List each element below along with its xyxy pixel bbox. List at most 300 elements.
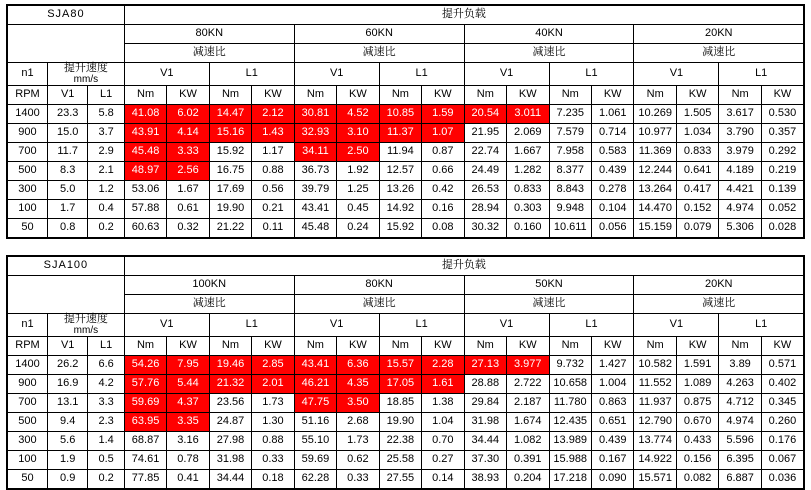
cell-value: 21.22 — [209, 219, 251, 239]
cell-value: 0.88 — [252, 162, 294, 181]
cell-value: 54.26 — [124, 356, 166, 375]
cell-rpm: 500 — [7, 413, 47, 432]
table-sja80 — [6, 4, 805, 239]
cell-rpm: 1400 — [7, 105, 47, 124]
cell-value: 6.02 — [167, 105, 209, 124]
cell-value: 6.887 — [719, 470, 761, 490]
cell-value: 4.189 — [719, 162, 761, 181]
cell-value: 27.98 — [209, 432, 251, 451]
cell-value: 15.92 — [209, 143, 251, 162]
v1-sub-3: V1 — [464, 314, 549, 337]
cell-value: 10.85 — [379, 105, 421, 124]
cell-value: 3.10 — [337, 124, 379, 143]
cell-value: 0.78 — [167, 451, 209, 470]
cell-value: 2.56 — [167, 162, 209, 181]
cell-value: 0.88 — [252, 432, 294, 451]
unit-kw-3: KW — [337, 337, 379, 356]
cell-value: 45.48 — [294, 219, 336, 239]
cell-value: 34.11 — [294, 143, 336, 162]
load-col-2: 60KN — [294, 25, 464, 44]
cell-rpm: 100 — [7, 451, 47, 470]
cell-value: 9.732 — [549, 356, 591, 375]
cell-value: 60.63 — [124, 219, 166, 239]
cell-value: 0.41 — [167, 470, 209, 490]
rpm-label: RPM — [7, 86, 47, 105]
cell-l1: 0.2 — [88, 470, 124, 490]
cell-l1: 0.4 — [88, 200, 124, 219]
unit-nm-3: Nm — [294, 337, 336, 356]
load-col-3: 50KN — [464, 276, 634, 295]
cell-value: 4.974 — [719, 200, 761, 219]
v1-sub-4: V1 — [634, 314, 719, 337]
cell-value: 19.90 — [209, 200, 251, 219]
cell-value: 11.552 — [634, 375, 676, 394]
cell-v1: 16.9 — [47, 375, 87, 394]
cell-value: 0.863 — [591, 394, 633, 413]
cell-value: 10.582 — [634, 356, 676, 375]
cell-value: 1.505 — [676, 105, 718, 124]
load-col-1: 100KN — [124, 276, 294, 295]
cell-value: 4.35 — [337, 375, 379, 394]
v1-sub-4: V1 — [634, 63, 719, 86]
header-row-model — [7, 256, 804, 276]
cell-v1: 0.8 — [47, 219, 87, 239]
cell-value: 31.98 — [464, 413, 506, 432]
cell-rpm: 50 — [7, 219, 47, 239]
cell-value: 28.94 — [464, 200, 506, 219]
unit-kw-2: KW — [252, 337, 294, 356]
cell-value: 3.979 — [719, 143, 761, 162]
v1-label: V1 — [47, 337, 87, 356]
cell-rpm: 300 — [7, 432, 47, 451]
cell-value: 0.176 — [761, 432, 804, 451]
cell-value: 1.73 — [252, 394, 294, 413]
cell-value: 1.17 — [252, 143, 294, 162]
cell-value: 51.16 — [294, 413, 336, 432]
cell-value: 21.95 — [464, 124, 506, 143]
cell-value: 11.94 — [379, 143, 421, 162]
cell-value: 14.470 — [634, 200, 676, 219]
cell-value: 0.714 — [591, 124, 633, 143]
cell-value: 45.48 — [124, 143, 166, 162]
cell-v1: 11.7 — [47, 143, 87, 162]
cell-value: 59.69 — [124, 394, 166, 413]
cell-value: 11.37 — [379, 124, 421, 143]
cell-value: 62.28 — [294, 470, 336, 490]
cell-value: 13.264 — [634, 181, 676, 200]
ratio-label-1: 减速比 — [124, 295, 294, 314]
cell-value: 24.87 — [209, 413, 251, 432]
cell-value: 1.04 — [422, 413, 464, 432]
cell-value: 3.011 — [507, 105, 549, 124]
table-sja80-body — [7, 105, 804, 239]
v1-sub-2: V1 — [294, 314, 379, 337]
rpm-label: RPM — [7, 337, 47, 356]
cell-value: 14.92 — [379, 200, 421, 219]
cell-value: 25.58 — [379, 451, 421, 470]
cell-rpm: 1400 — [7, 356, 47, 375]
cell-value: 1.427 — [591, 356, 633, 375]
cell-value: 21.32 — [209, 375, 251, 394]
cell-value: 10.977 — [634, 124, 676, 143]
cell-value: 2.722 — [507, 375, 549, 394]
cell-value: 34.44 — [209, 470, 251, 490]
unit-kw-6: KW — [591, 337, 633, 356]
cell-value: 57.76 — [124, 375, 166, 394]
table-sja100 — [6, 255, 805, 490]
cell-value: 12.790 — [634, 413, 676, 432]
cell-value: 1.30 — [252, 413, 294, 432]
table-row — [7, 356, 804, 375]
cell-l1: 6.6 — [88, 356, 124, 375]
cell-value: 18.85 — [379, 394, 421, 413]
cell-value: 8.377 — [549, 162, 591, 181]
cell-value: 7.235 — [549, 105, 591, 124]
cell-value: 43.41 — [294, 356, 336, 375]
cell-value: 3.977 — [507, 356, 549, 375]
cell-value: 4.37 — [167, 394, 209, 413]
cell-value: 0.24 — [337, 219, 379, 239]
cell-value: 4.14 — [167, 124, 209, 143]
l1-sub-4: L1 — [719, 63, 804, 86]
table-row — [7, 451, 804, 470]
cell-value: 0.87 — [422, 143, 464, 162]
cell-value: 16.75 — [209, 162, 251, 181]
cell-value: 0.833 — [676, 143, 718, 162]
cell-value: 0.66 — [422, 162, 464, 181]
table-row — [7, 143, 804, 162]
cell-value: 0.433 — [676, 432, 718, 451]
cell-value: 17.218 — [549, 470, 591, 490]
cell-value: 0.641 — [676, 162, 718, 181]
cell-value: 11.937 — [634, 394, 676, 413]
cell-value: 55.10 — [294, 432, 336, 451]
cell-l1: 5.8 — [88, 105, 124, 124]
unit-kw-6: KW — [591, 86, 633, 105]
speed-label — [47, 63, 124, 86]
cell-v1: 5.6 — [47, 432, 87, 451]
cell-value: 38.93 — [464, 470, 506, 490]
ratio-label-2: 减速比 — [294, 44, 464, 63]
v1-sub-2: V1 — [294, 63, 379, 86]
load-col-1: 80KN — [124, 25, 294, 44]
cell-value: 19.90 — [379, 413, 421, 432]
cell-value: 0.439 — [591, 432, 633, 451]
cell-value: 0.21 — [252, 200, 294, 219]
unit-kw-5: KW — [507, 337, 549, 356]
cell-value: 0.11 — [252, 219, 294, 239]
cell-value: 24.49 — [464, 162, 506, 181]
cell-rpm: 700 — [7, 143, 47, 162]
unit-nm-1: Nm — [124, 86, 166, 105]
cell-value: 0.670 — [676, 413, 718, 432]
cell-value: 0.33 — [252, 451, 294, 470]
header-row-units — [7, 337, 804, 356]
cell-value: 22.74 — [464, 143, 506, 162]
unit-kw-1: KW — [167, 86, 209, 105]
cell-value: 9.948 — [549, 200, 591, 219]
cell-value: 0.345 — [761, 394, 804, 413]
table-row — [7, 162, 804, 181]
header-row-n1-v1l1 — [7, 314, 804, 337]
header-row-ratio — [7, 295, 804, 314]
ratio-label-2: 减速比 — [294, 295, 464, 314]
cell-value: 63.95 — [124, 413, 166, 432]
cell-rpm: 50 — [7, 470, 47, 490]
cell-value: 46.21 — [294, 375, 336, 394]
cell-value: 36.73 — [294, 162, 336, 181]
header-row-ratio — [7, 44, 804, 63]
cell-value: 0.052 — [761, 200, 804, 219]
cell-value: 20.54 — [464, 105, 506, 124]
cell-value: 15.988 — [549, 451, 591, 470]
cell-value: 0.156 — [676, 451, 718, 470]
cell-value: 3.617 — [719, 105, 761, 124]
load-col-3: 40KN — [464, 25, 634, 44]
cell-value: 7.958 — [549, 143, 591, 162]
speed-label-text: 提升速度 — [63, 313, 108, 326]
cell-v1: 13.1 — [47, 394, 87, 413]
unit-nm-3: Nm — [294, 86, 336, 105]
cell-value: 1.61 — [422, 375, 464, 394]
cell-value: 17.69 — [209, 181, 251, 200]
table-row — [7, 219, 804, 239]
cell-value: 77.85 — [124, 470, 166, 490]
cell-value: 0.036 — [761, 470, 804, 490]
header-row-loads — [7, 276, 804, 295]
cell-value: 11.780 — [549, 394, 591, 413]
cell-value: 23.56 — [209, 394, 251, 413]
cell-value: 1.282 — [507, 162, 549, 181]
cell-value: 39.79 — [294, 181, 336, 200]
cell-value: 37.30 — [464, 451, 506, 470]
l1-sub-3: L1 — [549, 314, 634, 337]
cell-value: 74.61 — [124, 451, 166, 470]
cell-rpm: 300 — [7, 181, 47, 200]
cell-l1: 0.2 — [88, 219, 124, 239]
l1-sub-1: L1 — [209, 314, 294, 337]
cell-value: 0.833 — [507, 181, 549, 200]
cell-value: 30.32 — [464, 219, 506, 239]
unit-kw-7: KW — [676, 337, 718, 356]
cell-value: 2.85 — [252, 356, 294, 375]
cell-value: 27.55 — [379, 470, 421, 490]
unit-nm-6: Nm — [549, 337, 591, 356]
cell-value: 4.421 — [719, 181, 761, 200]
cell-value: 1.67 — [167, 181, 209, 200]
cell-value: 2.187 — [507, 394, 549, 413]
unit-nm-7: Nm — [634, 86, 676, 105]
cell-rpm: 500 — [7, 162, 47, 181]
model-name: SJA80 — [7, 5, 124, 25]
unit-kw-3: KW — [337, 86, 379, 105]
cell-value: 0.219 — [761, 162, 804, 181]
cell-l1: 1.2 — [88, 181, 124, 200]
n1-label: n1 — [7, 63, 47, 86]
unit-nm-6: Nm — [549, 86, 591, 105]
cell-value: 0.70 — [422, 432, 464, 451]
unit-nm-1: Nm — [124, 337, 166, 356]
cell-value: 0.152 — [676, 200, 718, 219]
table-row — [7, 432, 804, 451]
cell-v1: 0.9 — [47, 470, 87, 490]
cell-value: 14.47 — [209, 105, 251, 124]
cell-value: 0.61 — [167, 200, 209, 219]
cell-value: 3.33 — [167, 143, 209, 162]
unit-nm-4: Nm — [379, 337, 421, 356]
cell-value: 7.579 — [549, 124, 591, 143]
blank-corner — [7, 276, 124, 314]
cell-l1: 3.3 — [88, 394, 124, 413]
cell-value: 15.159 — [634, 219, 676, 239]
table-gap — [0, 239, 811, 251]
cell-value: 2.50 — [337, 143, 379, 162]
cell-value: 48.97 — [124, 162, 166, 181]
cell-value: 10.658 — [549, 375, 591, 394]
header-row-loads — [7, 25, 804, 44]
cell-rpm: 700 — [7, 394, 47, 413]
cell-value: 1.25 — [337, 181, 379, 200]
cell-value: 28.88 — [464, 375, 506, 394]
cell-value: 7.95 — [167, 356, 209, 375]
table-row — [7, 105, 804, 124]
cell-value: 27.13 — [464, 356, 506, 375]
cell-value: 6.36 — [337, 356, 379, 375]
table-row — [7, 470, 804, 490]
cell-value: 1.73 — [337, 432, 379, 451]
cell-value: 34.44 — [464, 432, 506, 451]
cell-value: 8.843 — [549, 181, 591, 200]
cell-value: 1.07 — [422, 124, 464, 143]
cell-value: 1.674 — [507, 413, 549, 432]
cell-value: 15.16 — [209, 124, 251, 143]
cell-value: 1.38 — [422, 394, 464, 413]
cell-value: 0.530 — [761, 105, 804, 124]
cell-l1: 4.2 — [88, 375, 124, 394]
unit-kw-7: KW — [676, 86, 718, 105]
cell-value: 0.583 — [591, 143, 633, 162]
cell-value: 0.42 — [422, 181, 464, 200]
cell-value: 0.082 — [676, 470, 718, 490]
cell-value: 0.16 — [422, 200, 464, 219]
speed-unit-text: mm/s — [73, 73, 99, 85]
speed-label — [47, 314, 124, 337]
cell-rpm: 100 — [7, 200, 47, 219]
cell-value: 26.53 — [464, 181, 506, 200]
table-row — [7, 375, 804, 394]
cell-l1: 2.9 — [88, 143, 124, 162]
cell-value: 41.08 — [124, 105, 166, 124]
cell-value: 0.18 — [252, 470, 294, 490]
l1-label: L1 — [88, 86, 124, 105]
cell-value: 12.57 — [379, 162, 421, 181]
cell-value: 5.306 — [719, 219, 761, 239]
cell-value: 0.417 — [676, 181, 718, 200]
cell-v1: 15.0 — [47, 124, 87, 143]
cell-value: 3.16 — [167, 432, 209, 451]
ratio-label-4: 减速比 — [634, 44, 804, 63]
cell-value: 1.061 — [591, 105, 633, 124]
cell-value: 4.974 — [719, 413, 761, 432]
cell-value: 0.056 — [591, 219, 633, 239]
cell-value: 19.46 — [209, 356, 251, 375]
cell-value: 31.98 — [209, 451, 251, 470]
ratio-label-3: 减速比 — [464, 44, 634, 63]
cell-value: 0.875 — [676, 394, 718, 413]
cell-value: 3.35 — [167, 413, 209, 432]
ratio-label-4: 减速比 — [634, 295, 804, 314]
l1-label: L1 — [88, 337, 124, 356]
unit-kw-2: KW — [252, 86, 294, 105]
v1-sub-3: V1 — [464, 63, 549, 86]
cell-value: 4.263 — [719, 375, 761, 394]
cell-value: 10.269 — [634, 105, 676, 124]
cell-value: 2.12 — [252, 105, 294, 124]
cell-value: 0.08 — [422, 219, 464, 239]
unit-nm-8: Nm — [719, 86, 761, 105]
v1-sub-1: V1 — [124, 63, 209, 86]
cell-value: 1.004 — [591, 375, 633, 394]
cell-value: 14.922 — [634, 451, 676, 470]
cell-value: 0.439 — [591, 162, 633, 181]
cell-value: 17.05 — [379, 375, 421, 394]
unit-kw-5: KW — [507, 86, 549, 105]
cell-value: 0.357 — [761, 124, 804, 143]
header-row-n1-v1l1 — [7, 63, 804, 86]
cell-value: 53.06 — [124, 181, 166, 200]
cell-value: 0.651 — [591, 413, 633, 432]
cell-value: 32.93 — [294, 124, 336, 143]
cell-v1: 1.9 — [47, 451, 87, 470]
cell-value: 0.402 — [761, 375, 804, 394]
v1-sub-1: V1 — [124, 314, 209, 337]
cell-value: 4.52 — [337, 105, 379, 124]
cell-value: 13.26 — [379, 181, 421, 200]
cell-value: 0.167 — [591, 451, 633, 470]
cell-value: 2.28 — [422, 356, 464, 375]
cell-value: 57.88 — [124, 200, 166, 219]
cell-value: 12.435 — [549, 413, 591, 432]
load-col-4: 20KN — [634, 25, 804, 44]
cell-value: 1.034 — [676, 124, 718, 143]
unit-kw-1: KW — [167, 337, 209, 356]
cell-l1: 0.5 — [88, 451, 124, 470]
cell-v1: 23.3 — [47, 105, 87, 124]
cell-rpm: 900 — [7, 375, 47, 394]
model-name: SJA100 — [7, 256, 124, 276]
cell-l1: 2.3 — [88, 413, 124, 432]
cell-value: 4.712 — [719, 394, 761, 413]
load-header: 提升负载 — [124, 5, 804, 25]
cell-v1: 8.3 — [47, 162, 87, 181]
cell-value: 15.57 — [379, 356, 421, 375]
v1-label: V1 — [47, 86, 87, 105]
cell-value: 2.01 — [252, 375, 294, 394]
cell-value: 0.028 — [761, 219, 804, 239]
cell-value: 0.391 — [507, 451, 549, 470]
unit-kw-4: KW — [422, 337, 464, 356]
table-sja100-wrapper — [0, 251, 811, 490]
cell-value: 1.43 — [252, 124, 294, 143]
ratio-label-3: 减速比 — [464, 295, 634, 314]
blank-corner — [7, 25, 124, 63]
cell-rpm: 900 — [7, 124, 47, 143]
table-sja80-wrapper — [0, 0, 811, 239]
unit-nm-8: Nm — [719, 337, 761, 356]
cell-value: 0.278 — [591, 181, 633, 200]
cell-value: 0.62 — [337, 451, 379, 470]
cell-value: 0.160 — [507, 219, 549, 239]
